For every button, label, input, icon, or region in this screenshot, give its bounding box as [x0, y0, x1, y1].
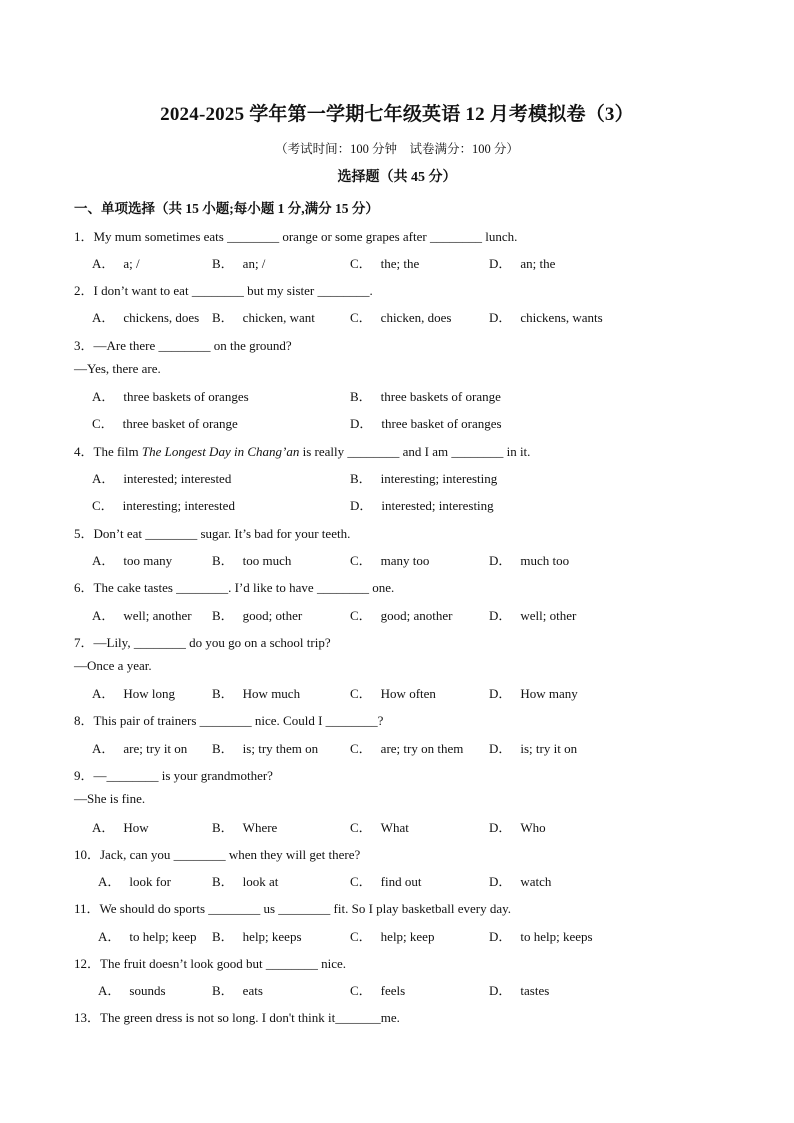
question-1-option-b[interactable]: B． an; / — [212, 256, 266, 271]
question-4-option-b[interactable]: B． interesting; interesting — [350, 471, 498, 486]
question-3-option-b[interactable]: B． three baskets of orange — [350, 389, 501, 404]
question-12-stem: 12．The fruit doesn’t look good but ________ nice. — [74, 956, 347, 971]
question-12-option-b[interactable]: B． eats — [212, 983, 263, 998]
question-1-option-c[interactable]: C． the; the — [350, 256, 420, 271]
question-10-option-b[interactable]: B． look at — [212, 874, 279, 889]
question-8-option-b[interactable]: B． is; try them on — [212, 741, 319, 756]
question-2-option-b[interactable]: B． chicken, want — [212, 310, 315, 325]
exam-info: （考试时间：100 分钟 试卷满分：100 分） — [275, 142, 519, 156]
question-1-option-a[interactable]: A． a; / — [92, 256, 140, 271]
part-title: 选择题（共 45 分） — [337, 170, 457, 185]
question-6-option-c[interactable]: C． good; another — [350, 608, 453, 623]
question-10-option-d[interactable]: D． watch — [489, 874, 552, 889]
question-7-option-c[interactable]: C． How often — [350, 686, 436, 701]
question-7-stem: 7．—Lily, ________ do you go on a school trip? — [74, 635, 331, 650]
question-3-stem: 3．—Are there ________ on the ground? — [74, 338, 292, 353]
question-5-stem: 5．Don’t eat ________ sugar. It’s bad for your teeth. — [74, 526, 351, 541]
question-10-option-c[interactable]: C． find out — [350, 874, 422, 889]
question-11-option-a[interactable]: A． to help; keep — [98, 929, 197, 944]
question-2-stem: 2．I don’t want to eat ________ but my sister ________. — [74, 283, 373, 298]
question-11-option-b[interactable]: B． help; keeps — [212, 929, 302, 944]
question-9-option-c[interactable]: C． What — [350, 820, 409, 835]
question-5-option-a[interactable]: A． too many — [92, 553, 173, 568]
question-3-option-a[interactable]: A． three baskets of oranges — [92, 389, 249, 404]
question-2-option-c[interactable]: C． chicken, does — [350, 310, 452, 325]
question-7-reply: —Once a year. — [74, 658, 152, 673]
question-5-option-b[interactable]: B． too much — [212, 553, 292, 568]
question-11-stem: 11．We should do sports ________ us ________ fit. So I play basketball every day. — [74, 901, 512, 916]
question-5-option-d[interactable]: D． much too — [489, 553, 570, 568]
page-title: 2024-2025 学年第一学期七年级英语 12 月考模拟卷（3） — [160, 104, 634, 125]
question-2-option-d[interactable]: D． chickens, wants — [489, 310, 603, 325]
question-7-option-b[interactable]: B． How much — [212, 686, 301, 701]
question-4-option-a[interactable]: A． interested; interested — [92, 471, 232, 486]
question-1-option-d[interactable]: D． an; the — [489, 256, 556, 271]
question-1-stem: 1．My mum sometimes eats ________ orange or some grapes after ________ lunch. — [74, 229, 518, 244]
question-6-option-d[interactable]: D． well; other — [489, 608, 577, 623]
question-9-option-d[interactable]: D． Who — [489, 820, 546, 835]
question-9-stem: 9．—________ is your grandmother? — [74, 768, 273, 783]
question-4-option-c[interactable]: C． interesting; interested — [92, 498, 235, 513]
question-5-option-c[interactable]: C． many too — [350, 553, 430, 568]
question-2-option-a[interactable]: A． chickens, does — [92, 310, 200, 325]
question-6-option-a[interactable]: A． well; another — [92, 608, 192, 623]
question-8-stem: 8．This pair of trainers ________ nice. Could I ________? — [74, 713, 384, 728]
question-9-option-a[interactable]: A． How — [92, 820, 149, 835]
question-4-stem: 4．The film The Longest Day in Chang’an is really ________ and I am ________ in it. — [74, 444, 531, 459]
question-6-option-b[interactable]: B． good; other — [212, 608, 303, 623]
question-12-option-c[interactable]: C． feels — [350, 983, 406, 998]
section-heading: 一、单项选择（共 15 小题;每小题 1 分,满分 15 分） — [74, 201, 379, 216]
question-9-option-b[interactable]: B． Where — [212, 820, 278, 835]
question-3-option-d[interactable]: D． three basket of oranges — [350, 416, 502, 431]
question-6-stem: 6．The cake tastes ________. I’d like to have ________ one. — [74, 580, 395, 595]
question-4-option-d[interactable]: D． interested; interesting — [350, 498, 494, 513]
question-8-option-a[interactable]: A． are; try it on — [92, 741, 188, 756]
question-10-stem: 10．Jack, can you ________ when they will get there? — [74, 847, 361, 862]
film-title: The Longest Day in Chang’an — [141, 444, 300, 459]
question-3-reply: —Yes, there are. — [74, 361, 161, 376]
question-9-reply: —She is fine. — [74, 791, 146, 806]
question-13-stem: 13．The green dress is not so long. I don't think it_______me. — [74, 1010, 400, 1025]
question-7-option-a[interactable]: A． How long — [92, 686, 176, 701]
question-12-option-d[interactable]: D． tastes — [489, 983, 550, 998]
question-3-option-c[interactable]: C． three basket of orange — [92, 416, 238, 431]
question-12-option-a[interactable]: A． sounds — [98, 983, 166, 998]
question-7-option-d[interactable]: D． How many — [489, 686, 578, 701]
question-8-option-d[interactable]: D． is; try it on — [489, 741, 578, 756]
question-11-option-c[interactable]: C． help; keep — [350, 929, 435, 944]
question-8-option-c[interactable]: C． are; try on them — [350, 741, 464, 756]
question-10-option-a[interactable]: A． look for — [98, 874, 171, 889]
question-11-option-d[interactable]: D． to help; keeps — [489, 929, 593, 944]
